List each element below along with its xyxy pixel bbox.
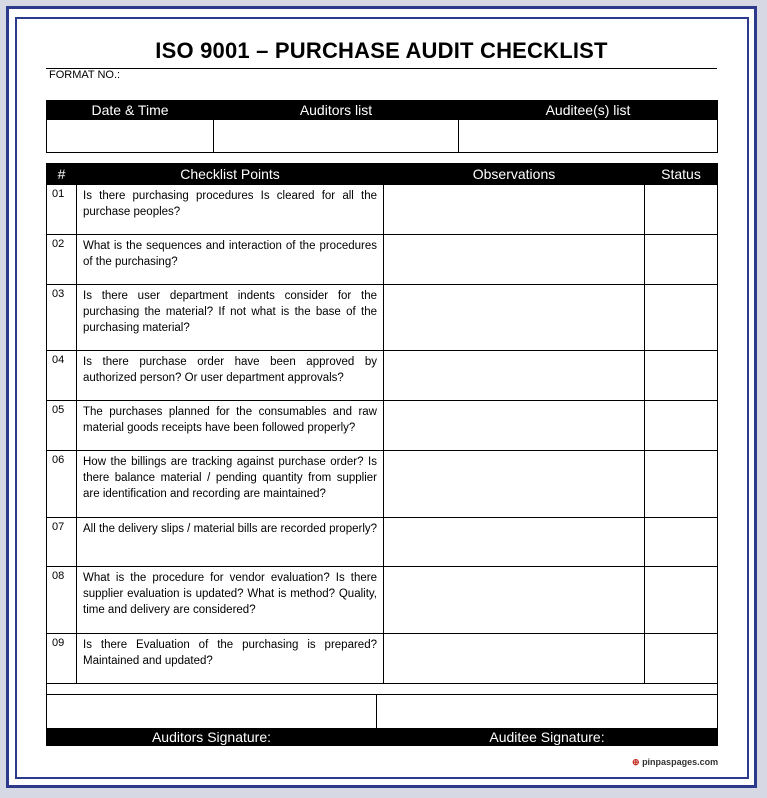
auditors-list-cell[interactable] (214, 120, 459, 153)
date-time-header: Date & Time (47, 101, 214, 120)
observation-cell[interactable] (384, 401, 645, 451)
item-number: 09 (47, 634, 77, 684)
checklist-point: What is the sequences and interaction of the procedures of the purchasing? (77, 235, 384, 285)
status-cell[interactable] (645, 235, 718, 285)
info-table (46, 100, 718, 153)
observation-cell[interactable] (384, 634, 645, 684)
item-number: 04 (47, 351, 77, 401)
date-time-cell[interactable] (47, 120, 214, 153)
item-number: 06 (47, 451, 77, 518)
table-row (47, 634, 718, 684)
checklist-points-header: Checklist Points (77, 164, 384, 185)
checklist-point: Is there purchase order have been approved by authorized person? Or user department approvals? (77, 351, 384, 401)
spacer-cell (47, 684, 718, 695)
observation-cell[interactable] (384, 235, 645, 285)
page-title: ISO 9001 – PURCHASE AUDIT CHECKLIST (155, 38, 608, 63)
title-divider (46, 68, 717, 69)
table-row (47, 451, 718, 518)
watermark-logo-icon: ⊕ (632, 757, 640, 767)
table-row (47, 235, 718, 285)
observation-cell[interactable] (384, 285, 645, 351)
checklist-point: The purchases planned for the consumables and raw material goods receipts have been followed properly? (77, 401, 384, 451)
auditors-signature-cell[interactable] (47, 695, 377, 729)
watermark-text: pinpaspages.com (642, 757, 719, 767)
observations-header: Observations (384, 164, 645, 185)
auditees-list-cell[interactable] (459, 120, 718, 153)
checklist-point: How the billings are tracking against purchase order? Is there balance material / pending quantity from supplier are identification and recording are maintained? (77, 451, 384, 518)
checklist-point: Is there user department indents consider for the purchasing the material? If not what is the base of the purchasing material? (77, 285, 384, 351)
table-row (47, 185, 718, 235)
status-cell[interactable] (645, 518, 718, 567)
status-cell[interactable] (645, 351, 718, 401)
table-row (47, 567, 718, 634)
number-header: # (47, 164, 77, 185)
observation-cell[interactable] (384, 567, 645, 634)
checklist-table (46, 163, 718, 695)
status-cell[interactable] (645, 634, 718, 684)
status-cell[interactable] (645, 451, 718, 518)
item-number: 01 (47, 185, 77, 235)
auditee-signature-label: Auditee Signature: (377, 729, 718, 746)
status-header: Status (645, 164, 718, 185)
item-number: 08 (47, 567, 77, 634)
item-number: 02 (47, 235, 77, 285)
status-cell[interactable] (645, 185, 718, 235)
item-number: 05 (47, 401, 77, 451)
auditors-signature-label: Auditors Signature: (47, 729, 377, 746)
table-row (47, 518, 718, 567)
watermark (632, 757, 718, 768)
observation-cell[interactable] (384, 185, 645, 235)
auditees-list-header: Auditee(s) list (459, 101, 718, 120)
auditors-list-header: Auditors list (214, 101, 459, 120)
item-number: 07 (47, 518, 77, 567)
table-row (47, 351, 718, 401)
checklist-point: All the delivery slips / material bills are recorded properly? (77, 518, 384, 567)
checklist-point: What is the procedure for vendor evaluation? Is there supplier evaluation is updated? What is method? Quality, time and delivery are considered? (77, 567, 384, 634)
format-number-label: FORMAT NO.: (49, 69, 121, 81)
signature-table (46, 694, 718, 746)
observation-cell[interactable] (384, 351, 645, 401)
status-cell[interactable] (645, 401, 718, 451)
observation-cell[interactable] (384, 451, 645, 518)
status-cell[interactable] (645, 567, 718, 634)
checklist-point: Is there purchasing procedures Is cleared for all the purchase peoples? (77, 185, 384, 235)
checklist-point: Is there Evaluation of the purchasing is prepared? Maintained and updated? (77, 634, 384, 684)
table-row (47, 285, 718, 351)
item-number: 03 (47, 285, 77, 351)
table-spacer-row (47, 684, 718, 695)
observation-cell[interactable] (384, 518, 645, 567)
auditee-signature-cell[interactable] (377, 695, 718, 729)
status-cell[interactable] (645, 285, 718, 351)
table-row (47, 401, 718, 451)
